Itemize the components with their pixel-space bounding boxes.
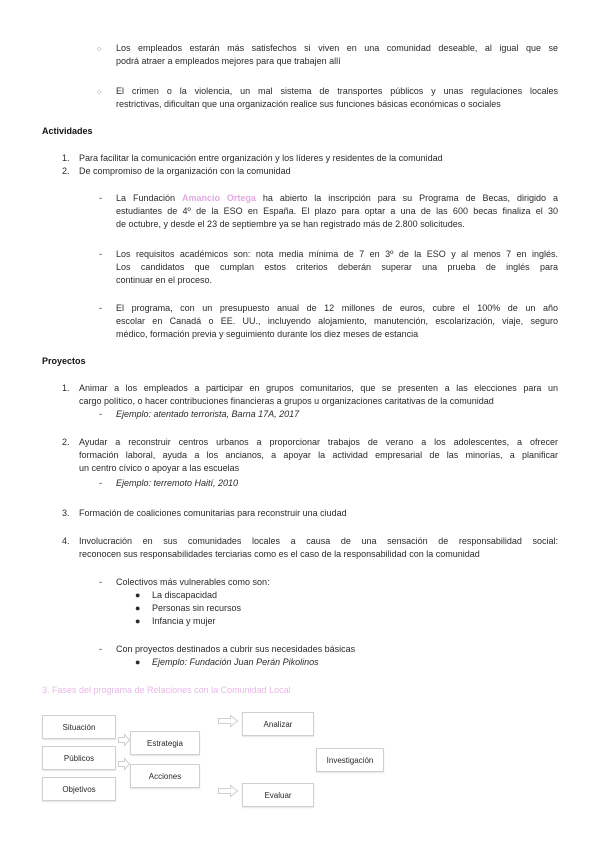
bullet-icon: ● bbox=[135, 590, 141, 600]
list-item: La discapacidad bbox=[152, 590, 218, 600]
diagram-label: Públicos bbox=[63, 753, 95, 763]
list-item: Infancia y mujer bbox=[152, 616, 216, 626]
diagram-label: Investigación bbox=[326, 755, 374, 765]
paragraph-line: un centro cívico o apoyar a las escuelas bbox=[79, 463, 240, 473]
list-item: Formación de coaliciones comunitarias para reconstruir una ciudad bbox=[79, 508, 347, 518]
bullet-icon: ● bbox=[135, 657, 141, 667]
diagram-label: Situación bbox=[62, 722, 96, 732]
paragraph-line: médico, formación previa y seguimiento durante los diez meses de estancia bbox=[116, 329, 419, 339]
diagram-label: Evaluar bbox=[264, 790, 292, 800]
example-text: Ejemplo: atentado terrorista, Barna 17A, 2017 bbox=[116, 409, 300, 419]
diagram-box-investigacion bbox=[316, 748, 384, 772]
diagram-label: Estrategia bbox=[146, 738, 184, 748]
diagram-box-analizar bbox=[242, 712, 314, 736]
circle-bullet-icon: ○ bbox=[97, 46, 102, 53]
section-heading-proyectos: Proyectos bbox=[42, 356, 86, 366]
list-item: Colectivos más vulnerables como son: bbox=[116, 577, 270, 587]
paragraph-line: formación laboral, ayuda a los ancianos, a apoyar la actividad empresarial de las minorías, a planificar bbox=[79, 450, 558, 460]
example-text: Ejemplo: Fundación Juan Perán Pikolinos bbox=[152, 657, 319, 667]
list-item: Para facilitar la comunicación entre organización y los líderes y residentes de la comunidad bbox=[79, 153, 443, 163]
diagram-box-estrategia bbox=[130, 731, 200, 755]
paragraph-line: Los empleados estarán más satisfechos si viven en una comunidad deseable, al igual que se bbox=[116, 43, 558, 53]
paragraph-line: Involucración en sus comunidades locales a causa de una sensación de responsabilidad social: bbox=[79, 536, 558, 546]
diagram-label: Acciones bbox=[148, 771, 182, 781]
dash-marker: - bbox=[99, 577, 102, 587]
paragraph-line: reconocen sus responsabilidades terciarias como es el caso de la responsabilidad con la comunidad bbox=[79, 549, 480, 559]
circle-bullet-icon: ○ bbox=[97, 89, 102, 96]
list-item: De compromiso de la organización con la comunidad bbox=[79, 166, 291, 176]
arrow-right-icon bbox=[219, 716, 238, 727]
diagram-box-objetivos bbox=[42, 777, 116, 801]
list-number: 1. bbox=[62, 383, 70, 393]
paragraph-line: de octubre, y desde el 23 de septiembre ya se han registrado más de 2.800 solicitudes. bbox=[116, 219, 465, 229]
highlighted-name: Amancio Ortega bbox=[181, 193, 256, 203]
paragraph-line: podrá atraer a empleados mejores para que trabajen allí bbox=[116, 56, 341, 66]
paragraph-line: Los requisitos académicos son: nota media mínima de 7 en 3º de la ESO y al menos 7 en inglés. bbox=[116, 249, 558, 259]
diagram-box-publicos bbox=[42, 746, 116, 770]
section-heading-actividades: Actividades bbox=[42, 126, 93, 136]
paragraph-line: continuar en el proceso. bbox=[116, 275, 213, 285]
dash-marker: - bbox=[99, 249, 102, 259]
paragraph-line: restrictivas, dificultan que una organización realice sus funciones básicas económicas o sociales bbox=[116, 99, 501, 109]
paragraph-line: El programa, con un presupuesto anual de 12 millones de euros, cubre el 100% de un año bbox=[116, 303, 558, 313]
diagram-box-evaluar bbox=[242, 783, 314, 807]
diagram-box-situacion bbox=[42, 715, 116, 739]
arrow-right-icon bbox=[219, 786, 238, 797]
paragraph-line: Animar a los empleados a participar en grupos comunitarios, que se presenten a las elecciones para un bbox=[79, 383, 558, 393]
list-number: 2. bbox=[62, 437, 70, 447]
paragraph-line: El crimen o la violencia, un mal sistema de transportes públicos y unas regulaciones locales bbox=[116, 86, 558, 96]
list-number: 3. bbox=[62, 508, 70, 518]
list-item: Con proyectos destinados a cubrir sus necesidades básicas bbox=[116, 644, 356, 654]
paragraph-line: La Fundación Amancio Ortega ha abierto la inscripción para su Programa de Becas, dirigido a bbox=[116, 193, 558, 203]
paragraph-line: escolar en Canadá o EE. UU., incluyendo alojamiento, manutención, escolarización, viaje, seguro bbox=[116, 316, 558, 326]
arrow-right-icon bbox=[119, 759, 130, 770]
diagram-label: Objetivos bbox=[62, 784, 96, 794]
dash-marker: - bbox=[99, 644, 102, 654]
bullet-icon: ● bbox=[135, 616, 141, 626]
dash-marker: - bbox=[99, 478, 102, 488]
bullet-icon: ● bbox=[135, 603, 141, 613]
list-item: Personas sin recursos bbox=[152, 603, 242, 613]
dash-marker: - bbox=[99, 303, 102, 313]
list-number: 1. bbox=[62, 153, 70, 163]
paragraph-line: cargo político, o hacer contribuciones financieras a grupos u organizaciones caritativas de la comunidad bbox=[79, 396, 494, 406]
example-text: Ejemplo: terremoto Haití, 2010 bbox=[116, 478, 239, 488]
dash-marker: - bbox=[99, 193, 102, 203]
list-number: 4. bbox=[62, 536, 70, 546]
fases-section-link[interactable]: 3. Fases del programa de Relaciones con la Comunidad Local bbox=[42, 685, 291, 695]
dash-marker: - bbox=[99, 409, 102, 419]
paragraph-line: Los candidatos que cumplan estos criterios deberán superar una prueba de inglés para bbox=[116, 262, 558, 272]
diagram-label: Analizar bbox=[263, 719, 293, 729]
list-number: 2. bbox=[62, 166, 70, 176]
diagram-box-acciones bbox=[130, 764, 200, 788]
paragraph-line: estudiantes de 4º de la ESO en España. El plazo para optar a una de las 600 becas finaliza el 30 bbox=[116, 206, 558, 216]
paragraph-line: Ayudar a reconstruir centros urbanos a proporcionar trabajos de verano a los adolescentes, a ofrecer bbox=[79, 437, 558, 447]
arrow-right-icon bbox=[119, 735, 130, 746]
